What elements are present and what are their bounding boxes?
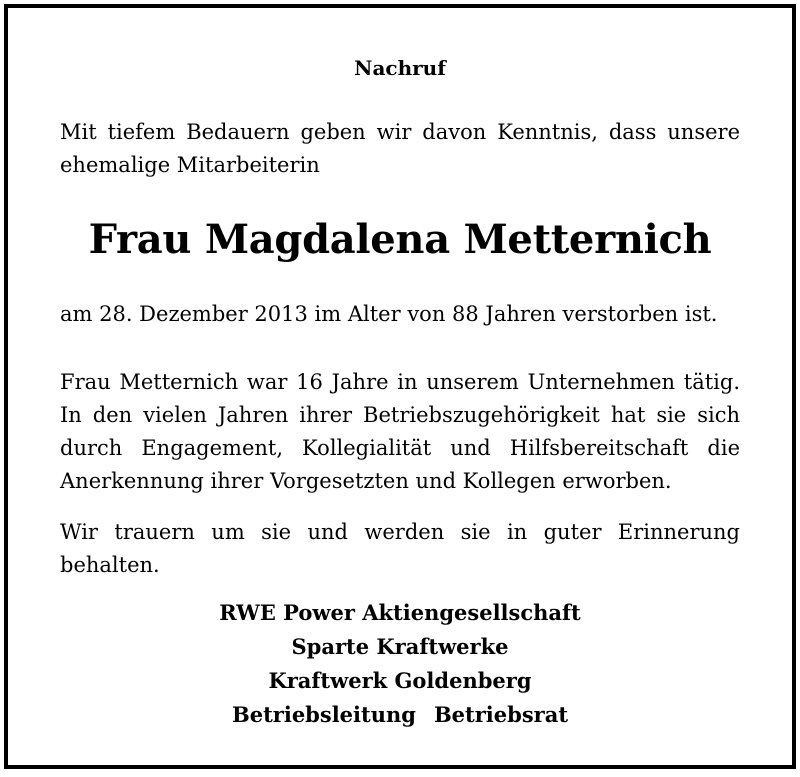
signature-division: Sparte Kraftwerke [291, 634, 509, 659]
signature-departments [60, 698, 740, 732]
signature-plant: Kraftwerk Goldenberg [268, 668, 532, 693]
signature-company: RWE Power Aktiengesellschaft [219, 600, 581, 625]
notice-content [60, 8, 740, 765]
farewell-paragraph: Wir trauern um sie und werden sie in guter Erinnerung behalten. [60, 520, 740, 577]
signature-block [60, 596, 740, 732]
career-paragraph: Frau Metternich war 16 Jahre in unserem Unternehmen tätig. In den vielen Jahren ihrer Betriebszugehörigkeit hat sie sich durch Engagement, Kollegialität und Hilfsbereitschaft die Anerkennung ihrer Vorgesetzten und Kollegen erworben. [60, 370, 740, 493]
date-paragraph: am 28. Dezember 2013 im Alter von 88 Jahren verstorben ist. [60, 302, 718, 326]
deceased-name: Frau Magdalena Metternich [88, 216, 712, 263]
obituary-notice [4, 4, 796, 769]
notice-title: Nachruf [354, 56, 446, 80]
intro-paragraph: Mit tiefem Bedauern geben wir davon Kenntnis, dass unsere ehemalige Mitarbeiterin [60, 120, 740, 177]
signature-works-council: Betriebsrat [433, 702, 569, 727]
signature-management: Betriebsleitung [231, 702, 416, 727]
